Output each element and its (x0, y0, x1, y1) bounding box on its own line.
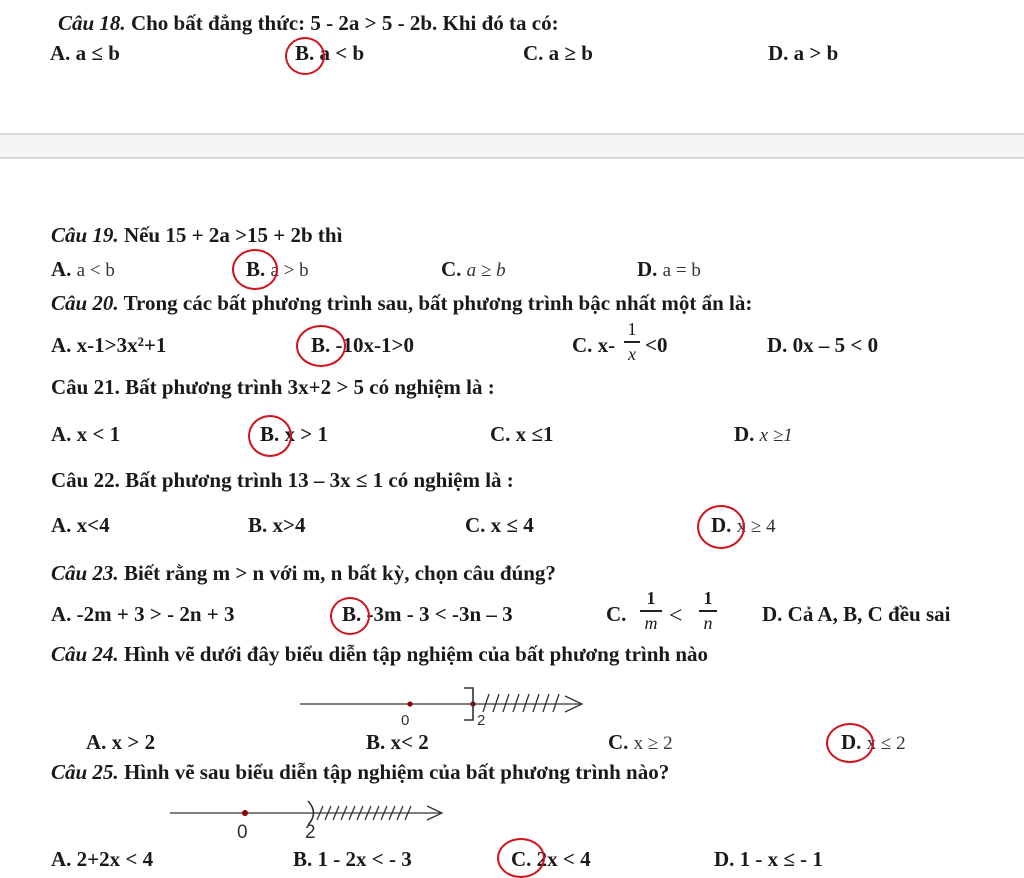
q21-option-c: C. x ≤1 (490, 422, 554, 446)
q20-option-c-fraction (624, 319, 640, 365)
q20-option-d: D. 0x – 5 < 0 (767, 333, 879, 357)
q20-text: Trong các bất phương trình sau, bất phương trình bậc nhất một ẩn là: (123, 291, 753, 315)
q20-option-a: A. x-1>3x²+1 (51, 333, 167, 357)
q21-option-b-letter: B. (260, 422, 280, 446)
answer-circle-q20 (296, 325, 346, 367)
q20-c-denominator: x (628, 343, 636, 364)
q22-option-d-text: x ≥ 4 (736, 516, 776, 537)
q18-stem (58, 13, 559, 34)
q19-option-c-text: a ≥ b (466, 260, 506, 281)
q23-text: Biết rằng m > n với m, n bất kỳ, chọn câu đúng? (123, 561, 556, 585)
q24-option-b: B. x< 2 (366, 730, 429, 754)
q25-option-b: B. 1 - 2x < - 3 (293, 847, 412, 871)
fraction-bar (624, 341, 640, 343)
q25-option-d: D. 1 - x ≤ - 1 (714, 847, 823, 871)
q25-option-c-text: 2x < 4 (536, 847, 591, 871)
q19-option-b-text: a > b (270, 260, 309, 281)
q21-option-d (734, 424, 793, 445)
answer-circle-q21 (248, 415, 292, 457)
axis-label-two: 2 (477, 712, 486, 729)
q24-option-c (608, 732, 673, 753)
q24-option-c-text: x ≥ 2 (633, 733, 673, 754)
answer-circle-q25 (497, 838, 545, 878)
answer-circle-q24 (826, 723, 874, 763)
q18-option-b-letter: B. (295, 41, 315, 65)
q19-text: Nếu 15 + 2a >15 + 2b thì (123, 223, 343, 247)
q23-stem (51, 563, 556, 584)
page-break (0, 133, 1024, 159)
q19-option-c (441, 259, 506, 280)
hatch-marks (483, 694, 559, 712)
q19-option-a (51, 259, 115, 280)
q23-label: Câu 23. (51, 561, 119, 585)
q21-option-d-text: x ≥1 (759, 425, 793, 446)
q19-option-d-text: a = b (662, 260, 701, 281)
q20-option-c-prefix: C. x- (572, 333, 616, 357)
q19-option-a-text: a < b (76, 260, 115, 281)
q23-option-a: A. -2m + 3 > - 2n + 3 (51, 602, 235, 626)
q20-option-b-text: -10x-1>0 (335, 333, 414, 357)
q22-option-d-letter: D. (711, 513, 732, 537)
q19-option-d (637, 259, 701, 280)
q25-option-a: A. 2+2x < 4 (51, 847, 154, 871)
answer-circle-q23 (330, 597, 370, 635)
q23-c-denominator-right: n (703, 612, 713, 633)
axis-label-zero: 0 (237, 822, 248, 843)
q23-option-c-fraction-left (640, 588, 662, 634)
q19-option-b-letter: B. (246, 257, 266, 281)
q21-stem: Câu 21. Bất phương trình 3x+2 > 5 có nghiệm là : (51, 375, 495, 399)
q23-option-d: D. Cả A, B, C đều sai (762, 602, 951, 626)
axis-label-two: 2 (305, 822, 316, 843)
q23-option-b-text: -3m - 3 < -3n – 3 (366, 602, 513, 626)
fraction-bar (640, 610, 662, 612)
q23-option-c-fraction-right (699, 588, 717, 634)
q18-option-a: A. a ≤ b (50, 41, 120, 65)
q24-number-line (295, 680, 605, 730)
q19-stem (51, 225, 342, 246)
q23-c-numerator-right: 1 (703, 588, 713, 608)
q22-option-c: C. x ≤ 4 (465, 513, 534, 537)
q18-label: Câu 18. (58, 11, 126, 35)
q24-option-a: A. x > 2 (86, 730, 156, 754)
q19-option-d-letter: D. (637, 257, 658, 281)
q23-c-denominator-left: m (644, 612, 658, 633)
axis-point-zero (242, 810, 248, 816)
q25-number-line (165, 795, 455, 843)
q18-option-b-text: a < b (319, 41, 365, 65)
q23-option-b-letter: B. (342, 602, 362, 626)
q24-option-d-letter: D. (841, 730, 862, 754)
answer-circle-q18 (285, 37, 325, 75)
axis-point-zero (407, 701, 412, 706)
q25-text: Hình vẽ sau biểu diễn tập nghiệm của bất phương trình nào? (123, 760, 670, 784)
q20-label: Câu 20. (51, 291, 119, 315)
q25-option-c-letter: C. (511, 847, 532, 871)
q20-c-numerator: 1 (627, 319, 637, 339)
fraction-bar (699, 610, 717, 612)
q19-option-c-letter: C. (441, 257, 462, 281)
answer-circle-q22 (697, 505, 745, 549)
q24-option-c-letter: C. (608, 730, 629, 754)
q20-stem (51, 293, 752, 314)
q20-option-c-suffix: <0 (645, 333, 668, 357)
q22-option-b: B. x>4 (248, 513, 306, 537)
q23-option-c-operator: < (669, 603, 683, 629)
q24-text: Hình vẽ dưới đây biểu diễn tập nghiệm của bất phương trình nào (123, 642, 709, 666)
q22-option-a: A. x<4 (51, 513, 110, 537)
q18-option-c: C. a ≥ b (523, 41, 593, 65)
q25-label: Câu 25. (51, 760, 119, 784)
q21-option-b-text: x > 1 (284, 422, 328, 446)
q23-c-numerator-left: 1 (646, 588, 656, 608)
q24-label: Câu 24. (51, 642, 119, 666)
axis-label-zero: 0 (401, 712, 410, 729)
q22-stem: Câu 22. Bất phương trình 13 – 3x ≤ 1 có nghiệm là : (51, 468, 514, 492)
q24-option-d-text: x ≤ 2 (866, 733, 906, 754)
answer-circle-q19 (232, 249, 278, 290)
q19-label: Câu 19. (51, 223, 119, 247)
q25-stem (51, 762, 669, 783)
q21-option-a: A. x < 1 (51, 422, 121, 446)
q18-option-d: D. a > b (768, 41, 839, 65)
q24-stem (51, 644, 708, 665)
q20-option-b-letter: B. (311, 333, 331, 357)
q23-option-c-prefix: C. (606, 602, 627, 626)
q21-option-d-letter: D. (734, 422, 755, 446)
q19-option-a-letter: A. (51, 257, 72, 281)
q18-text: Cho bất đẳng thức: 5 - 2a > 5 - 2b. Khi đó ta có: (130, 11, 559, 35)
